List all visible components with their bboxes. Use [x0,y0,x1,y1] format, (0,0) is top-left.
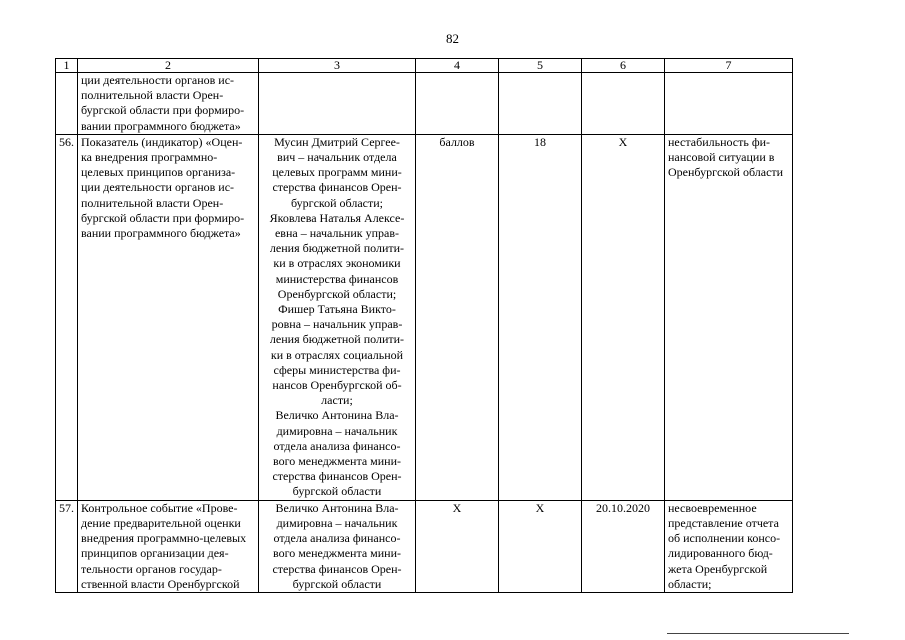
event-name-line: Контрольное событие «Прове- [81,500,238,515]
risk-cell [665,134,793,500]
row-number: 57. [56,500,78,592]
date-cell: 20.10.2020 [582,500,665,592]
column-number: 2 [78,59,259,73]
event-name-line: ции деятельности органов ис- [81,73,235,87]
responsible-persons-line: отдела анализа финансо- [273,531,401,546]
risk-cell-line: нансовой ситуации в [668,150,775,165]
responsible-persons-line: бургской области; [291,195,383,210]
column-number-header [56,59,793,73]
date-cell: Х [582,134,665,500]
table-row [56,500,793,592]
event-name-line: дение предварительной оценки [81,515,241,530]
event-name-line: ственной власти Оренбургской [81,576,240,591]
event-name [78,500,259,592]
responsible-persons-line: отдела анализа финансо- [273,438,401,453]
value-cell [499,73,582,135]
event-name-line: вании программного бюджета» [81,118,241,133]
unit-cell [416,73,499,135]
table-row [56,134,793,500]
unit-cell: баллов [416,134,499,500]
value-cell: 18 [499,134,582,500]
page-number: 82 [446,31,459,46]
event-name-line: бургской области при формиро- [81,210,245,225]
value-cell: Х [499,500,582,592]
risk-cell [665,73,793,135]
risk-cell [665,500,793,592]
event-name-line: вании программного бюджета» [81,226,241,241]
column-number: 7 [665,59,793,73]
responsible-persons-line: целевых программ мини- [272,165,402,180]
responsible-persons-line: ления бюджетной полити- [269,332,405,347]
event-name-line: полнительной власти Орен- [81,195,224,210]
responsible-persons-line: вого менеджмента мини- [272,454,402,469]
risk-cell-line: жета Оренбургской [668,561,768,576]
responsible-persons [259,73,416,135]
column-number: 6 [582,59,665,73]
column-number: 1 [56,59,78,73]
responsible-persons-line: министерства финансов [275,271,399,286]
column-number: 5 [499,59,582,73]
event-name-line: тельности органов государ- [81,561,222,576]
responsible-persons-line: ровна – начальник управ- [271,317,403,332]
responsible-persons-line: стерства финансов Орен- [272,180,402,195]
responsible-persons-line: ки в отраслях экономики [273,256,401,271]
event-name-line: целевых принципов организа- [81,165,236,180]
responsible-persons [259,500,416,592]
responsible-persons-line: сферы министерства фи- [273,362,401,377]
column-number: 3 [259,59,416,73]
event-name-line: ции деятельности органов ис- [81,180,235,195]
responsible-persons-line: стерства финансов Орен- [272,469,402,484]
risk-cell-line: представление отчета [668,515,779,530]
footer-rule [667,633,849,634]
unit-cell: Х [416,500,499,592]
responsible-persons-line: вого менеджмента мини- [272,546,402,561]
date-cell [582,73,665,135]
responsible-persons-line: нансов Оренбургской об- [272,378,402,393]
risk-cell-line: нестабильность фи- [668,134,771,149]
responsible-persons-line: Фишер Татьяна Викто- [278,302,396,317]
responsible-persons-line: Мусин Дмитрий Сергее- [274,134,400,149]
responsible-persons-line: Величко Антонина Вла- [275,408,399,423]
event-name-line: Показатель (индикатор) «Оцен- [81,134,243,149]
event-name [78,134,259,500]
event-name-line: бургской области при формиро- [81,103,245,118]
event-name-line: полнительной власти Орен- [81,88,224,103]
responsible-persons-line: Величко Антонина Вла- [275,500,399,515]
responsible-persons-line: бургской области [292,576,382,591]
risk-cell-line: несвоевременное [668,500,757,515]
responsible-persons-line: вич – начальник отдела [277,150,397,165]
responsible-persons-line: димировна – начальник [276,423,398,438]
responsible-persons-line: бургской области [292,484,382,499]
responsible-persons-line: ки в отраслях социальной [270,347,404,362]
event-name-line: принципов организации дея- [81,546,229,561]
plan-table [55,58,793,593]
row-number [56,73,78,135]
risk-cell-line: Оренбургской области [668,165,784,180]
responsible-persons-line: стерства финансов Орен- [272,561,402,576]
event-name-line: ка внедрения программно- [81,150,218,165]
risk-cell-line: области; [668,576,712,591]
event-name [78,73,259,135]
column-number: 4 [416,59,499,73]
risk-cell-line: лидированного бюд- [668,546,773,561]
responsible-persons-line: Оренбургской области; [277,286,397,301]
responsible-persons-line: димировна – начальник [276,515,398,530]
risk-cell-line: об исполнении консо- [668,531,781,546]
responsible-persons-line: ласти; [321,393,353,408]
table-row [56,73,793,135]
responsible-persons [259,134,416,500]
responsible-persons-line: Яковлева Наталья Алексе- [269,210,405,225]
responsible-persons-line: ления бюджетной полити- [269,241,405,256]
responsible-persons-line: евна – начальник управ- [274,226,400,241]
event-name-line: внедрения программно-целевых [81,531,247,546]
row-number: 56. [56,134,78,500]
